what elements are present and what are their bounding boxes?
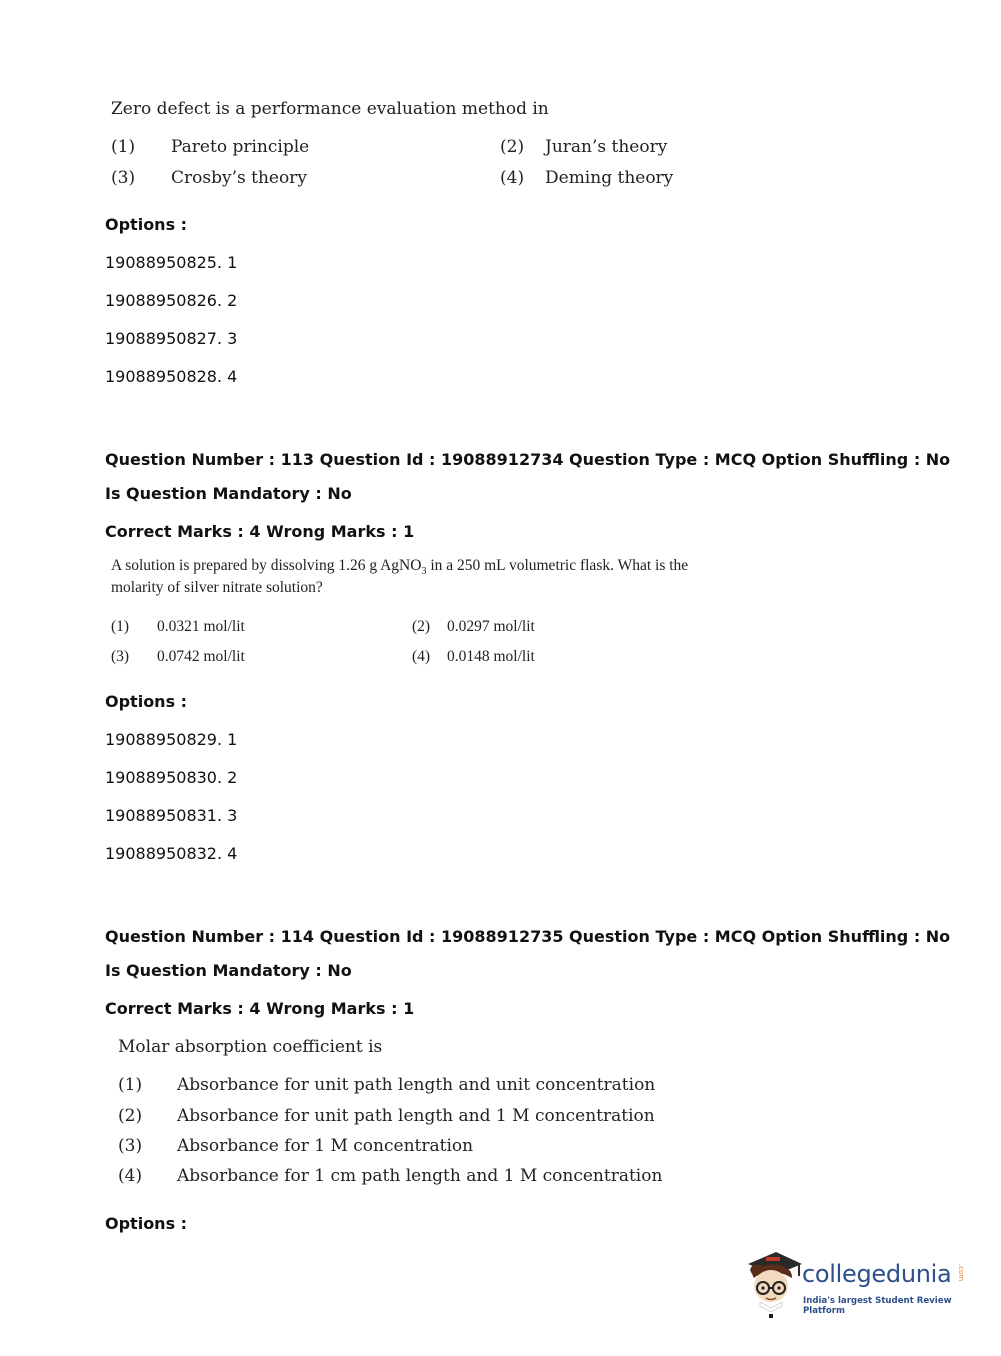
choice-number: (1) — [118, 1075, 143, 1095]
question-stem: Molar absorption coefficient is — [118, 1037, 383, 1057]
question-header: Question Number : 114 Question Id : 19088912735 Question Type : MCQ Option Shuffling : No — [105, 927, 951, 946]
choice-number: (2) — [412, 618, 431, 635]
choice-number: (3) — [111, 168, 136, 188]
option-item: 19088950828. 4 — [105, 367, 238, 386]
question-stem-part: in a 250 mL volumetric flask. What is the — [426, 557, 689, 574]
option-item: 19088950831. 3 — [105, 806, 238, 825]
choice-number: (1) — [111, 137, 136, 157]
option-item: 19088950829. 1 — [105, 730, 238, 749]
choice-text: 0.0321 mol/lit — [157, 618, 245, 635]
options-label: Options : — [105, 215, 188, 234]
logo-wordmark: collegedunia — [802, 1260, 952, 1288]
question-header: Question Number : 113 Question Id : 19088912734 Question Type : MCQ Option Shuffling : No — [105, 450, 951, 469]
mascot-icon — [742, 1248, 804, 1320]
question-marks: Correct Marks : 4 Wrong Marks : 1 — [105, 522, 415, 541]
collegedunia-logo — [742, 1248, 972, 1322]
choice-text: Absorbance for 1 cm path length and 1 M concentration — [177, 1166, 663, 1186]
question-mandatory: Is Question Mandatory : No — [105, 961, 352, 980]
choice-text: 0.0742 mol/lit — [157, 648, 245, 665]
choice-text: Juran’s theory — [545, 137, 668, 157]
question-stem — [111, 557, 688, 577]
choice-number: (4) — [500, 168, 525, 188]
question-stem-part: A solution is prepared by dissolving 1.26 g AgNO — [111, 557, 422, 574]
choice-number: (1) — [111, 618, 130, 635]
option-item: 19088950830. 2 — [105, 768, 238, 787]
question-mandatory: Is Question Mandatory : No — [105, 484, 352, 503]
options-label: Options : — [105, 1214, 188, 1233]
choice-text: Absorbance for 1 M concentration — [177, 1136, 474, 1156]
choice-text: 0.0297 mol/lit — [447, 618, 535, 635]
choice-text: 0.0148 mol/lit — [447, 648, 535, 665]
choice-number: (2) — [118, 1106, 143, 1126]
choice-number: (2) — [500, 137, 525, 157]
option-item: 19088950827. 3 — [105, 329, 238, 348]
choice-text: Absorbance for unit path length and unit concentration — [177, 1075, 656, 1095]
choice-number: (4) — [412, 648, 431, 665]
logo-tagline: India's largest Student Review Platform — [803, 1296, 952, 1316]
choice-number: (3) — [111, 648, 130, 665]
choice-text: Absorbance for unit path length and 1 M concentration — [177, 1106, 655, 1126]
logo-com: .com — [957, 1264, 965, 1282]
subscript: 3 — [421, 566, 427, 578]
question-stem-line2: molarity of silver nitrate solution? — [111, 579, 323, 596]
option-item: 19088950832. 4 — [105, 844, 238, 863]
choice-text: Crosby’s theory — [171, 168, 307, 188]
choice-number: (3) — [118, 1136, 143, 1156]
option-item: 19088950826. 2 — [105, 291, 238, 310]
choice-number: (4) — [118, 1166, 143, 1186]
choice-text: Deming theory — [545, 168, 674, 188]
question-stem: Zero defect is a performance evaluation method in — [111, 99, 549, 119]
choice-text: Pareto principle — [171, 137, 310, 157]
options-label: Options : — [105, 692, 188, 711]
option-item: 19088950825. 1 — [105, 253, 238, 272]
question-marks: Correct Marks : 4 Wrong Marks : 1 — [105, 999, 415, 1018]
